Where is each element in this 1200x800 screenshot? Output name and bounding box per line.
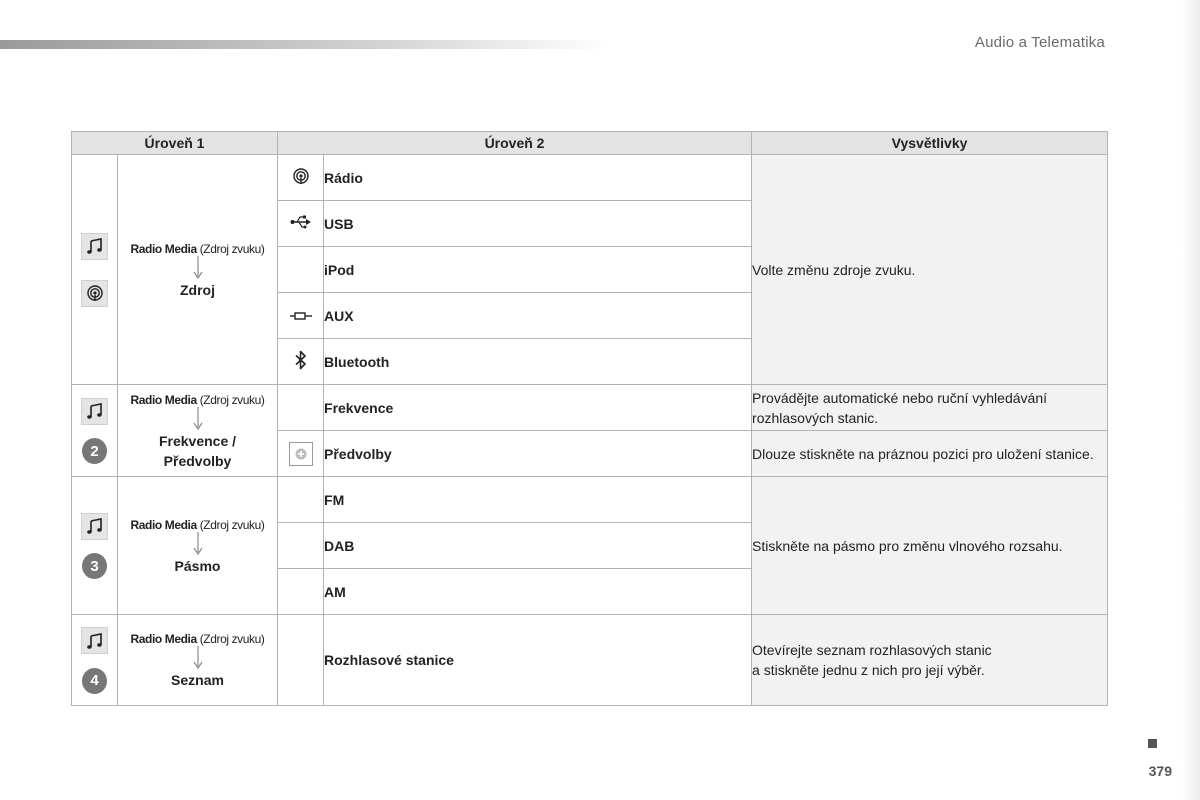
option-icon-cell-empty <box>278 247 324 293</box>
table-row <box>72 385 1108 431</box>
bluetooth-icon <box>294 350 308 370</box>
explanation-line: Otevírejte seznam rozhlasových stanic <box>752 642 992 658</box>
header-explanation: Vysvětlivky <box>752 132 1108 155</box>
level1-path-cell <box>118 155 278 385</box>
level1-target-line1[interactable]: Frekvence / <box>158 432 237 449</box>
preset-icon <box>289 442 313 466</box>
step-badge: 3 <box>82 553 107 579</box>
option-usb[interactable]: USB <box>324 201 752 247</box>
option-am[interactable]: AM <box>324 569 752 615</box>
option-icon-cell-empty <box>278 615 324 706</box>
path-label: Radio Media (Zdroj zvuku) <box>130 241 265 256</box>
explanation-cell: Volte změnu zdroje zvuku. <box>752 155 1108 385</box>
aux-jack-icon <box>289 311 313 321</box>
table-row <box>72 477 1108 523</box>
level1-target-line2[interactable]: Předvolby <box>163 452 232 469</box>
music-note-icon[interactable] <box>81 627 108 654</box>
option-bluetooth[interactable]: Bluetooth <box>324 339 752 385</box>
level1-path-cell <box>118 615 278 706</box>
radio-icon <box>292 167 310 185</box>
option-icon-cell <box>278 155 324 201</box>
explanation-line: a stiskněte jednu z nich pro její výběr. <box>752 662 985 678</box>
option-station-list[interactable]: Rozhlasové stanice <box>324 615 752 706</box>
music-note-icon[interactable] <box>81 513 108 540</box>
music-note-icon[interactable] <box>81 233 108 260</box>
page-marker <box>1148 739 1157 748</box>
explanation-cell <box>752 615 1108 706</box>
level1-path-cell <box>118 385 278 477</box>
option-icon-cell-empty <box>278 477 324 523</box>
level1-target[interactable]: Pásmo <box>174 557 221 574</box>
option-fm[interactable]: FM <box>324 477 752 523</box>
path-label: Radio Media (Zdroj zvuku) <box>130 517 265 532</box>
option-icon-cell <box>278 201 324 247</box>
down-arrow-icon <box>193 646 203 670</box>
music-note-icon[interactable] <box>81 398 108 425</box>
page-edge-strip <box>1182 0 1200 800</box>
level1-icons-cell <box>72 615 118 706</box>
step-badge: 2 <box>82 438 107 464</box>
table-row <box>72 155 1108 201</box>
option-icon-cell-empty <box>278 569 324 615</box>
level1-target[interactable]: Zdroj <box>180 281 215 298</box>
step-badge-wrap <box>82 668 107 693</box>
step-badge: 4 <box>82 668 107 694</box>
explanation-cell: Dlouze stiskněte na práznou pozici pro uložení stanice. <box>752 431 1108 477</box>
down-arrow-icon <box>193 532 203 556</box>
explanation-cell: Provádějte automatické nebo ruční vyhledávání rozhlasových stanic. <box>752 385 1108 431</box>
level1-icons-cell <box>72 477 118 615</box>
down-arrow-icon <box>193 407 203 431</box>
radio-icon[interactable] <box>81 280 108 307</box>
level1-icons-cell <box>72 385 118 477</box>
option-icon-cell <box>278 293 324 339</box>
option-icon-cell-empty <box>278 385 324 431</box>
option-ipod[interactable]: iPod <box>324 247 752 293</box>
header-level-1: Úroveň 1 <box>72 132 278 155</box>
section-title: Audio a Telematika <box>974 34 1105 51</box>
level1-icons-cell <box>72 155 118 385</box>
explanation-cell: Stiskněte na pásmo pro změnu vlnového rozsahu. <box>752 477 1108 615</box>
table-header-row <box>72 132 1108 155</box>
level1-path-cell <box>118 477 278 615</box>
option-icon-cell <box>278 431 324 477</box>
down-arrow-icon <box>193 256 203 280</box>
step-badge-wrap <box>82 439 107 464</box>
page-number: 379 <box>1148 763 1172 779</box>
header-level-2: Úroveň 2 <box>278 132 752 155</box>
step-badge-wrap <box>82 554 107 579</box>
path-label: Radio Media (Zdroj zvuku) <box>130 632 265 646</box>
header-gradient-bar <box>0 40 610 49</box>
option-frequency[interactable]: Frekvence <box>324 385 752 431</box>
path-label: Radio Media (Zdroj zvuku) <box>130 392 265 407</box>
option-dab[interactable]: DAB <box>324 523 752 569</box>
option-aux[interactable]: AUX <box>324 293 752 339</box>
menu-table <box>71 131 1108 706</box>
option-presets[interactable]: Předvolby <box>324 431 752 477</box>
table-row <box>72 615 1108 706</box>
option-icon-cell-empty <box>278 523 324 569</box>
option-radio[interactable]: Rádio <box>324 155 752 201</box>
level1-target[interactable]: Seznam <box>171 672 224 688</box>
option-icon-cell <box>278 339 324 385</box>
usb-icon <box>290 215 312 229</box>
